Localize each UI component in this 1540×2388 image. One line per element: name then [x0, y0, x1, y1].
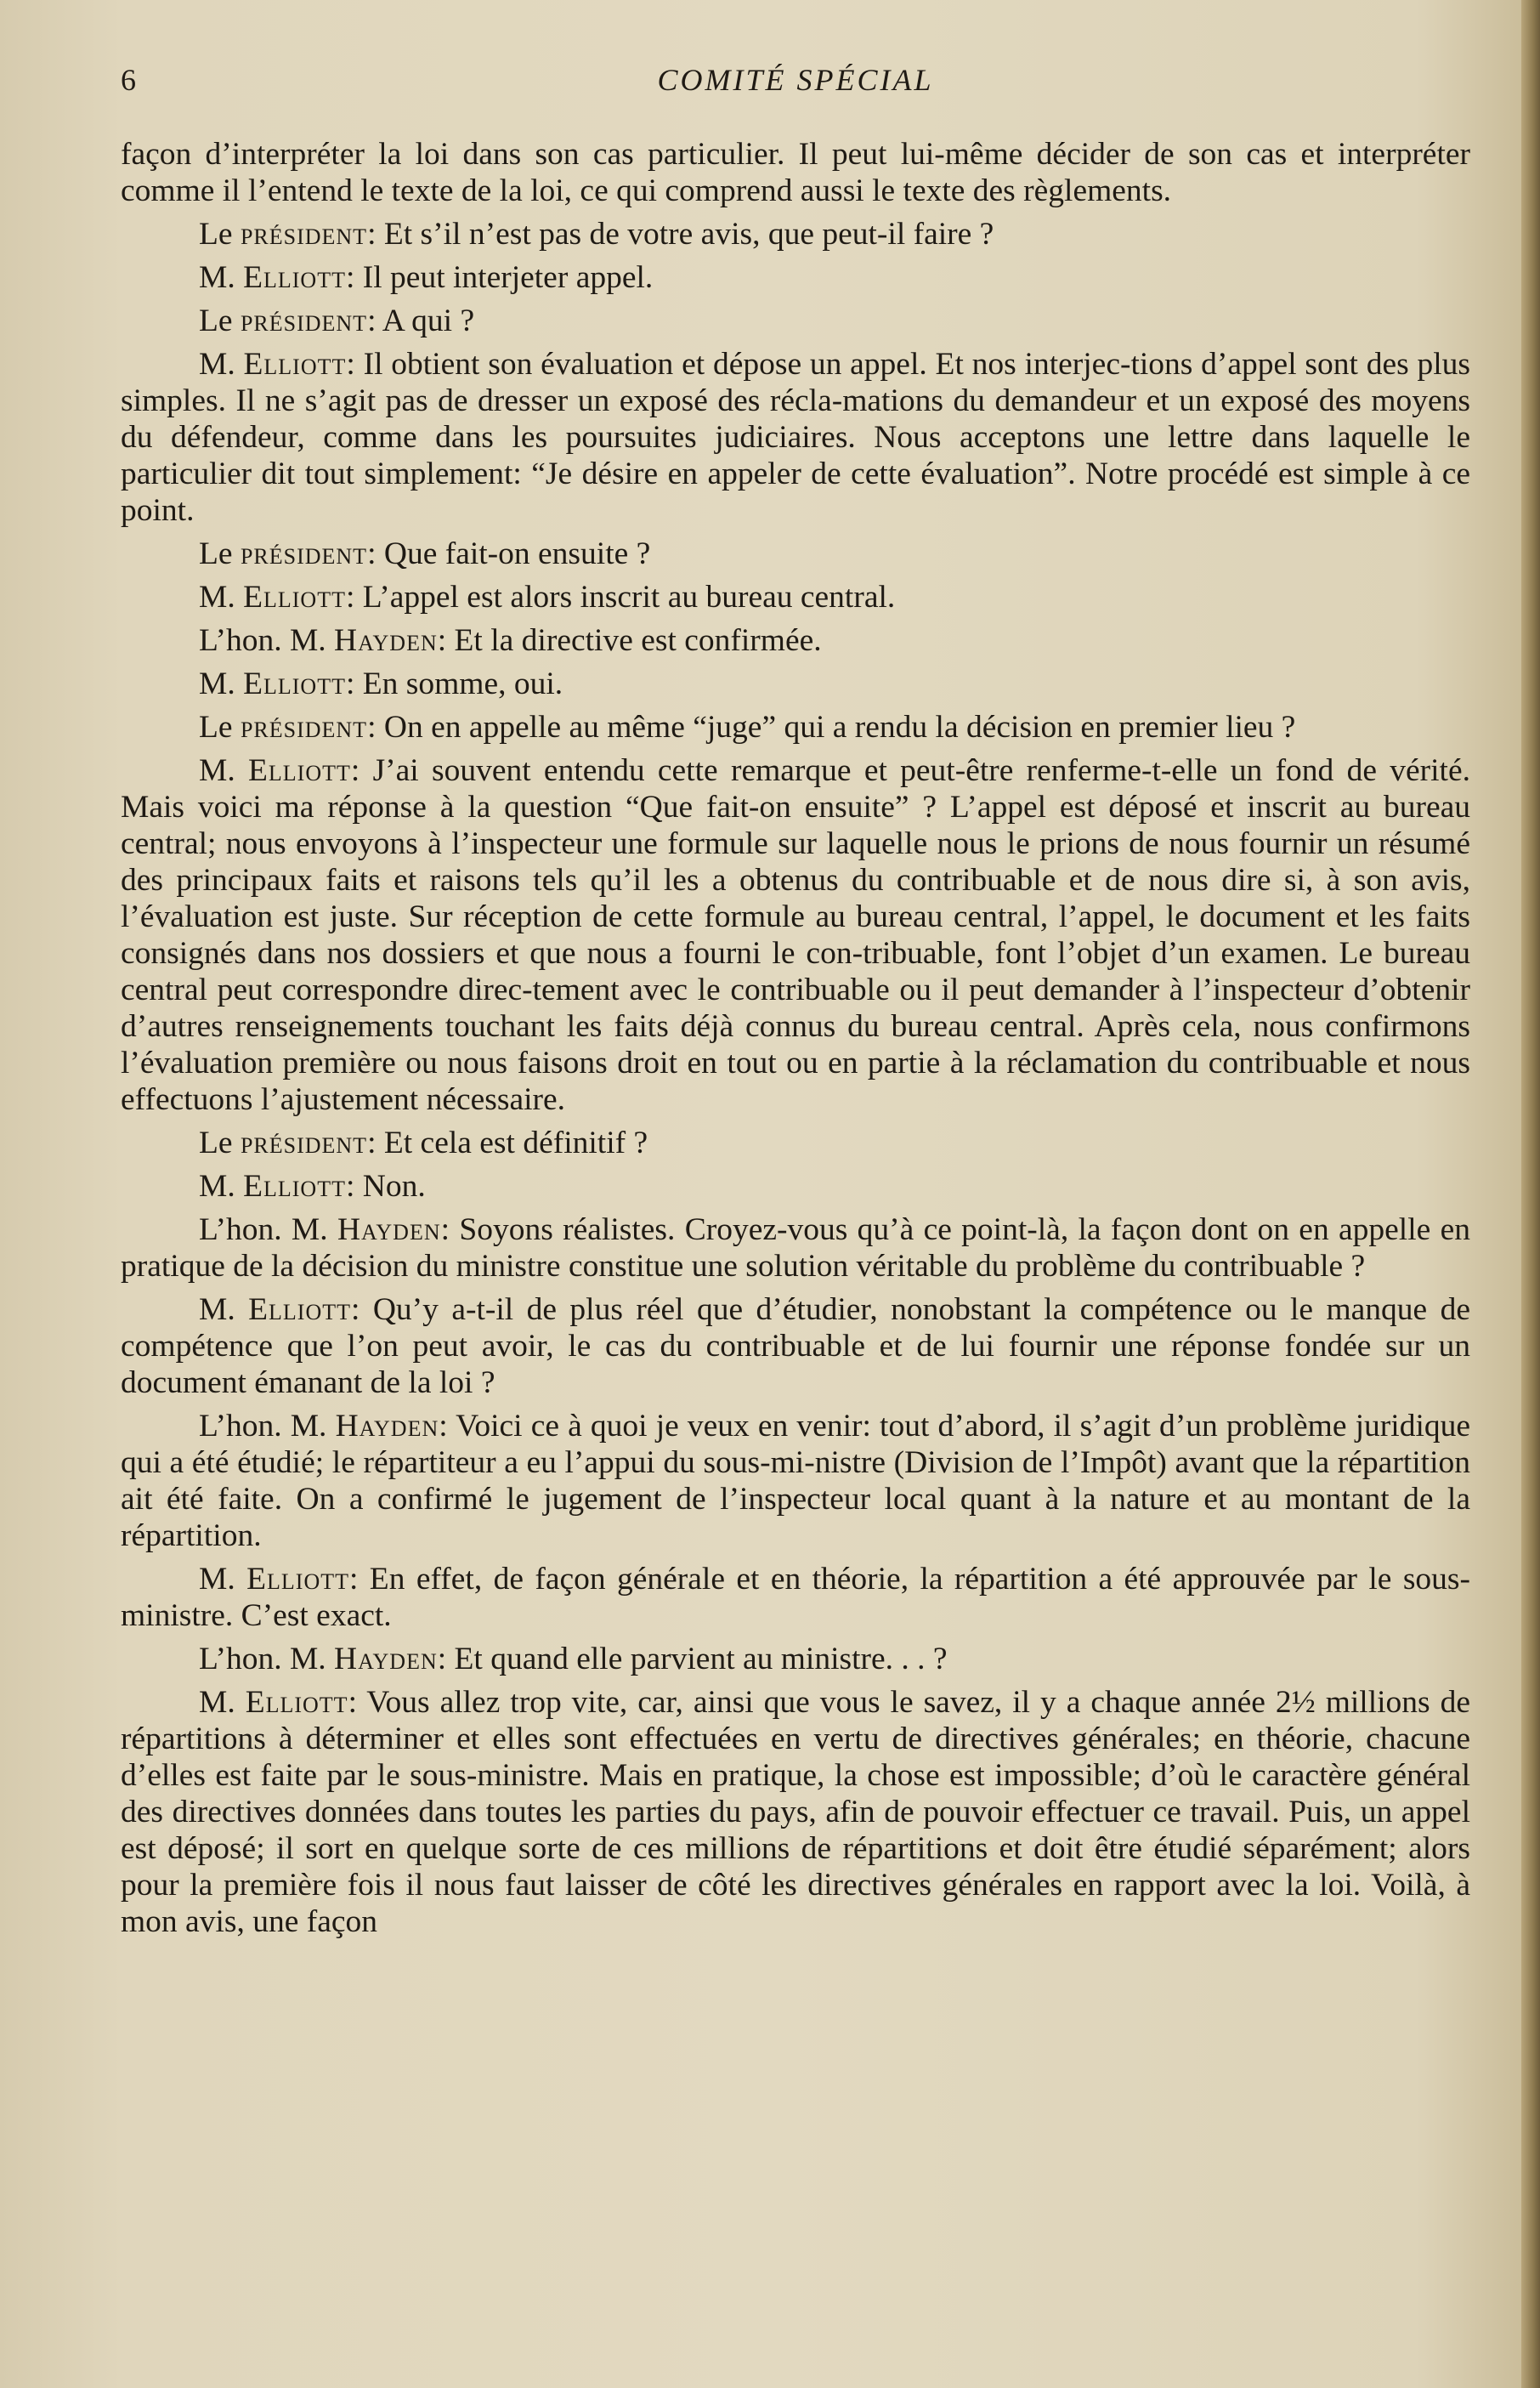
paragraph-text: : En somme, oui. [345, 666, 563, 701]
paragraph-text: : J’ai souvent entendu cette remarque et peut-être renferme-t-elle un fond de vérité. Mais voici ma réponse à la question “Que fait-on ensuite” ? L’appel est déposé et inscrit au bureau central; nous envoyons à l’inspecteur une formule sur laquelle nous le prions de nous fournir un résumé des principaux faits et raisons tels qu’il les a obtenus du contribuable et de nous dire si, à son avis, l’évaluation est juste. Sur réception de cette formule au bureau central, l’appel, le document et les faits consignés dans nos dossiers et que nous a fourni le con-tribuable, font l’objet d’un examen. Le bureau central peut correspondre direc-tement avec le contribuable ou il peut demander à l’inspecteur d’obtenir d’autres renseignements touchant les faits déjà connus du bureau central. Après cela, nous confirmons l’évaluation première ou nous faisons droit en tout ou en partie à la réclamation du contribuable et nous effectuons l’ajustement nécessaire. [121, 753, 1470, 1117]
page-number: 6 [121, 63, 136, 97]
speaker-name: président [240, 217, 368, 252]
speaker-title: M. [199, 753, 248, 788]
speaker-title: L’hon. M. [199, 1642, 335, 1676]
paragraph-text: : Et cela est définitif ? [367, 1126, 648, 1160]
speaker-name: Elliott [243, 347, 347, 382]
speaker-title: L’hon. M. [199, 1409, 336, 1444]
paragraph-text: : Et quand elle parvient au ministre. . . ? [437, 1642, 948, 1676]
transcript-body [121, 136, 1470, 1947]
paragraph-text: : Vous allez trop vite, car, ainsi que vous le savez, il y a chaque année 2½ millions de répartitions à déterminer et elles sont effectuées en vertu de directives générales; en théorie, chacune d’elles est faite par le sous-ministre. Mais en pratique, la chose est impossible; d’où le caractère général des directives données dans toutes les parties du pays, afin de pouvoir effectuer ce travail. Puis, un appel est déposé; il sort en quelque sorte de ces millions de répartitions et doit être étudié séparément; alors pour la première fois il nous faut laisser de côté les directives générales en rapport avec la loi. Voilà, à mon avis, une façon [121, 1685, 1470, 1939]
transcript-paragraph [121, 1684, 1470, 1940]
paragraph-text: : L’appel est alors inscrit au bureau central. [345, 580, 896, 615]
speaker-title: M. [199, 1292, 249, 1327]
transcript-paragraph [121, 536, 1470, 572]
running-title: COMITÉ SPÉCIAL [657, 63, 934, 97]
speaker-name: Elliott [246, 1562, 349, 1597]
speaker-name: Hayden [335, 1409, 439, 1444]
transcript-paragraph [121, 752, 1470, 1118]
transcript-paragraph [121, 216, 1470, 252]
speaker-title: Le [199, 217, 241, 252]
paragraph-text: : En effet, de façon générale et en théorie, la répartition a été approuvée par le sous-ministre. C’est exact. [121, 1562, 1471, 1633]
speaker-name: Elliott [243, 580, 346, 615]
speaker-title: M. [199, 1562, 247, 1597]
speaker-title: M. [199, 1685, 246, 1720]
paragraph-text: : Que fait-on ensuite ? [367, 536, 651, 571]
transcript-paragraph [121, 1291, 1470, 1401]
speaker-title: L’hon. M. [199, 623, 335, 658]
speaker-name: Hayden [337, 1212, 441, 1247]
speaker-name: Elliott [248, 753, 351, 788]
page-header [121, 56, 1481, 104]
transcript-paragraph [121, 1408, 1470, 1554]
speaker-name: président [240, 536, 368, 571]
speaker-name: président [240, 303, 368, 338]
transcript-paragraph [121, 709, 1470, 746]
speaker-name: président [240, 710, 368, 745]
speaker-title: M. [199, 666, 244, 701]
paragraph-text: : Et s’il n’est pas de votre avis, que peut-il faire ? [367, 217, 994, 252]
speaker-title: M. [199, 347, 244, 382]
transcript-paragraph [121, 259, 1470, 296]
speaker-name: Elliott [243, 1169, 346, 1204]
transcript-paragraph [121, 1211, 1470, 1285]
speaker-name: Hayden [334, 623, 438, 658]
page-edge-shadow [1521, 0, 1540, 2388]
speaker-name: Elliott [245, 1685, 348, 1720]
speaker-name: président [240, 1126, 368, 1160]
speaker-title: M. [199, 1169, 244, 1204]
transcript-paragraph [121, 666, 1470, 702]
transcript-paragraph [121, 579, 1470, 615]
paragraph-text: : Non. [345, 1169, 426, 1204]
speaker-title: Le [199, 710, 241, 745]
paragraph-text: : Il peut interjeter appel. [345, 260, 654, 295]
transcript-paragraph [121, 1641, 1470, 1677]
paragraph-text: : A qui ? [367, 303, 475, 338]
speaker-title: Le [199, 1126, 241, 1160]
speaker-name: Hayden [334, 1642, 438, 1676]
paragraph-text: : Voici ce à quoi je veux en venir: tout d’abord, il s’agit d’un problème juridique qui a été étudié; le répartiteur a eu l’appui du sous-mi-nistre (Division de l’Impôt) avant que la répartition ait été faite. On a confirmé le jugement de l’inspecteur local quant à la nature et au montant de la répartition. [121, 1409, 1471, 1553]
paragraph-text: : On en appelle au même “juge” qui a rendu la décision en premier lieu ? [367, 710, 1296, 745]
transcript-paragraph [121, 303, 1470, 339]
transcript-paragraph [121, 1125, 1470, 1161]
paragraph-text: : Soyons réalistes. Croyez-vous qu’à ce point-là, la façon dont on en appelle en pratique de la décision du ministre constitue une solution véritable du problème du contribuable ? [121, 1212, 1470, 1284]
transcript-paragraph [121, 1561, 1470, 1634]
transcript-paragraph [121, 136, 1470, 209]
transcript-paragraph [121, 1168, 1470, 1205]
speaker-title: Le [199, 536, 241, 571]
paragraph-text: : Qu’y a-t-il de plus réel que d’étudier, nonobstant la compétence ou le manque de compétence que l’on peut avoir, le cas du contribuable et de lui fournir une réponse fondée sur un document émanant de la loi ? [121, 1292, 1471, 1400]
paragraph-text: : Et la directive est confirmée. [437, 623, 822, 658]
speaker-title: M. [199, 260, 244, 295]
speaker-name: Elliott [243, 260, 346, 295]
speaker-name: Elliott [243, 666, 346, 701]
transcript-paragraph [121, 622, 1470, 659]
speaker-title: L’hon. M. [199, 1212, 337, 1247]
paragraph-text: façon d’interpréter la loi dans son cas particulier. Il peut lui-même décider de son cas et interpréter comme il l’entend le texte de la loi, ce qui comprend aussi le texte des règlements. [121, 137, 1470, 208]
speaker-title: Le [199, 303, 241, 338]
speaker-title: M. [199, 580, 244, 615]
speaker-name: Elliott [248, 1292, 352, 1327]
paragraph-text: : Il obtient son évaluation et dépose un appel. Et nos interjec-tions d’appel sont des plus simples. Il ne s’agit pas de dresser un exposé des récla-mations du demandeur et un exposé des moyens du défendeur, comme dans les poursuites judiciaires. Nous acceptons une lettre dans laquelle le particulier dit tout simplement: “Je désire en appeler de cette évaluation”. Notre procédé est simple à ce point. [121, 347, 1470, 528]
transcript-paragraph [121, 346, 1470, 529]
